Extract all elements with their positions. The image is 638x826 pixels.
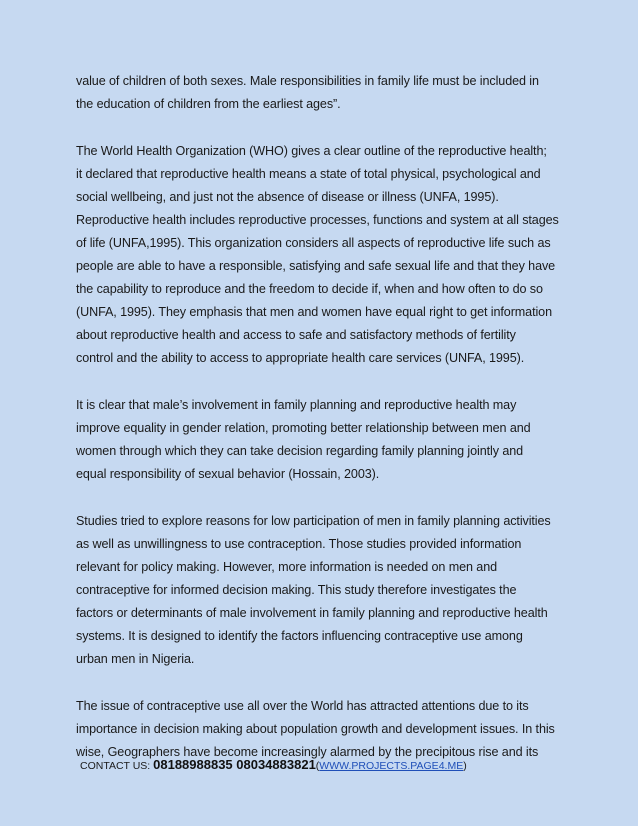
contact-phones: 08188988835 08034883821 xyxy=(153,757,316,772)
contact-footer xyxy=(80,756,467,775)
paragraph-2 xyxy=(76,140,572,370)
paragraph-3 xyxy=(76,394,572,486)
text-line: women through which they can take decision regarding family planning jointly and xyxy=(76,444,524,458)
text-line: about reproductive health and access to safe and satisfactory methods of fertility xyxy=(76,328,516,342)
text-line: systems. It is designed to identify the factors influencing contraceptive use among xyxy=(76,629,523,643)
contact-label: CONTACT US: xyxy=(80,760,151,772)
text-line: it declared that reproductive health means a state of total physical, psychological and xyxy=(76,167,541,181)
text-line: contraceptive for informed decision making. This study therefore investigates the xyxy=(76,583,517,597)
text-line: The issue of contraceptive use all over the World has attracted attentions due to its xyxy=(76,699,529,713)
paragraph-1 xyxy=(76,70,572,116)
text-line: improve equality in gender relation, promoting better relationship between men and xyxy=(76,421,531,435)
text-line: urban men in Nigeria. xyxy=(76,652,195,666)
text-line: as well as unwillingness to use contraception. Those studies provided information xyxy=(76,537,522,551)
text-line: It is clear that male’s involvement in family planning and reproductive health may xyxy=(76,398,517,412)
text-line: importance in decision making about population growth and development issues. In this xyxy=(76,722,555,736)
paragraph-5 xyxy=(76,695,572,764)
close-paren: ) xyxy=(463,760,467,772)
text-line: social wellbeing, and just not the absence of disease or illness (UNFA, 1995). xyxy=(76,190,499,204)
text-line: of life (UNFA,1995). This organization considers all aspects of reproductive life such as xyxy=(76,236,551,250)
text-line: Reproductive health includes reproductive processes, functions and system at all stages xyxy=(76,213,559,227)
paragraph-4 xyxy=(76,510,572,671)
text-line: the education of children from the earliest ages”. xyxy=(76,97,341,111)
website-link[interactable]: WWW.PROJECTS.PAGE4.ME xyxy=(319,760,464,772)
open-paren: ( xyxy=(315,760,320,772)
text-line: The World Health Organization (WHO) gives a clear outline of the reproductive health; xyxy=(76,144,547,158)
text-line: the capability to reproduce and the freedom to decide if, when and how often to do so xyxy=(76,282,543,296)
text-line: (UNFA, 1995). They emphasis that men and women have equal right to get information xyxy=(76,305,552,319)
text-line: people are able to have a responsible, satisfying and safe sexual life and that they have xyxy=(76,259,556,273)
text-line: relevant for policy making. However, more information is needed on men and xyxy=(76,560,498,574)
text-line: equal responsibility of sexual behavior (Hossain, 2003). xyxy=(76,467,380,481)
text-line: Studies tried to explore reasons for low participation of men in family planning activities xyxy=(76,514,551,528)
body-text xyxy=(76,70,572,788)
text-line: control and the ability to access to appropriate health care services (UNFA, 1995). xyxy=(76,351,525,365)
text-line: factors or determinants of male involvement in family planning and reproductive health xyxy=(76,606,548,620)
text-line: value of children of both sexes. Male responsibilities in family life must be included in xyxy=(76,74,539,88)
text-line: wise, Geographers have become increasingly alarmed by the precipitous rise and its xyxy=(76,745,539,759)
